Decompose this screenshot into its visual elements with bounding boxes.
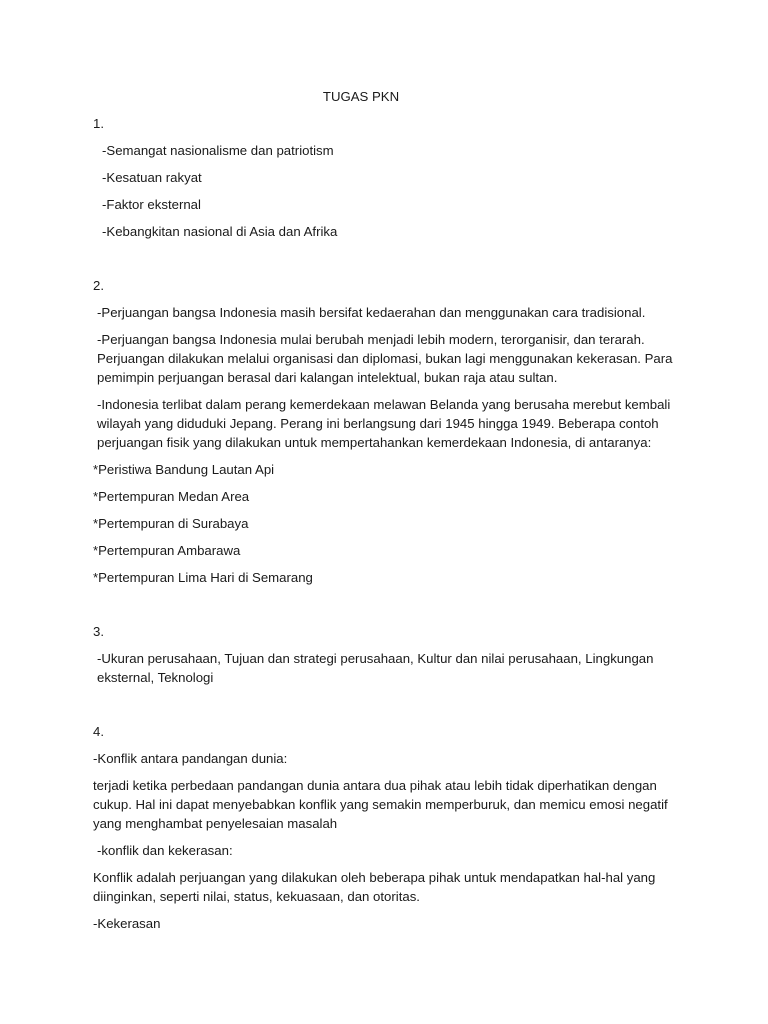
section-number: 2. — [93, 278, 104, 293]
list-item: -Kebangkitan nasional di Asia dan Afrika — [102, 224, 338, 239]
list-item: *Pertempuran di Surabaya — [93, 516, 249, 531]
subheading: -konflik dan kekerasan: — [97, 843, 233, 858]
list-item: *Pertempuran Medan Area — [93, 489, 250, 504]
section-3 — [93, 622, 673, 687]
paragraph: -Ukuran perusahaan, Tujuan dan strategi perusahaan, Kultur dan nilai perusahaan, Lingkungan eksternal, Teknologi — [97, 651, 654, 685]
section-1 — [93, 114, 673, 241]
list-item: -Semangat nasionalisme dan patriotism — [102, 143, 334, 158]
paragraph: -Indonesia terlibat dalam perang kemerdekaan melawan Belanda yang berusaha merebut kembali wilayah yang diduduki Jepang. Perang ini berlangsung dari 1945 hingga 1949. Beberapa contoh perjuangan fisik yang dilakukan untuk mempertahankan kemerdekaan Indonesia, di antaranya: — [97, 397, 671, 450]
document-title: TUGAS PKN — [322, 89, 400, 104]
section-4 — [93, 722, 673, 933]
section-number: 4. — [93, 724, 104, 739]
document-body — [93, 114, 673, 941]
list-item: *Peristiwa Bandung Lautan Api — [93, 462, 275, 477]
section-number: 1. — [93, 116, 104, 131]
list-item: *Pertempuran Lima Hari di Semarang — [93, 570, 313, 585]
paragraph: Konflik adalah perjuangan yang dilakukan oleh beberapa pihak untuk mendapatkan hal-hal yang diinginkan, seperti nilai, status, kekuasaan, dan otoritas. — [93, 870, 656, 904]
subheading: -Konflik antara pandangan dunia: — [93, 751, 288, 766]
section-2 — [93, 276, 673, 587]
section-number: 3. — [93, 624, 104, 639]
subheading: -Kekerasan — [93, 916, 161, 931]
paragraph: terjadi ketika perbedaan pandangan dunia antara dua pihak atau lebih tidak diperhatikan dengan cukup. Hal ini dapat menyebabkan konflik yang semakin memperburuk, dan memicu emosi negatif yang menghambat penyelesaian masalah — [93, 778, 668, 831]
paragraph: -Perjuangan bangsa Indonesia mulai berubah menjadi lebih modern, terorganisir, dan terarah. Perjuangan dilakukan melalui organisasi dan diplomasi, bukan lagi menggunakan kekerasan. Para pemimpin perjuangan berasal dari kalangan intelektual, bukan raja atau sultan. — [97, 332, 673, 385]
list-item: -Faktor eksternal — [102, 197, 201, 212]
list-item: -Kesatuan rakyat — [102, 170, 202, 185]
paragraph: -Perjuangan bangsa Indonesia masih bersifat kedaerahan dan menggunakan cara tradisional. — [97, 305, 646, 320]
list-item: *Pertempuran Ambarawa — [93, 543, 241, 558]
